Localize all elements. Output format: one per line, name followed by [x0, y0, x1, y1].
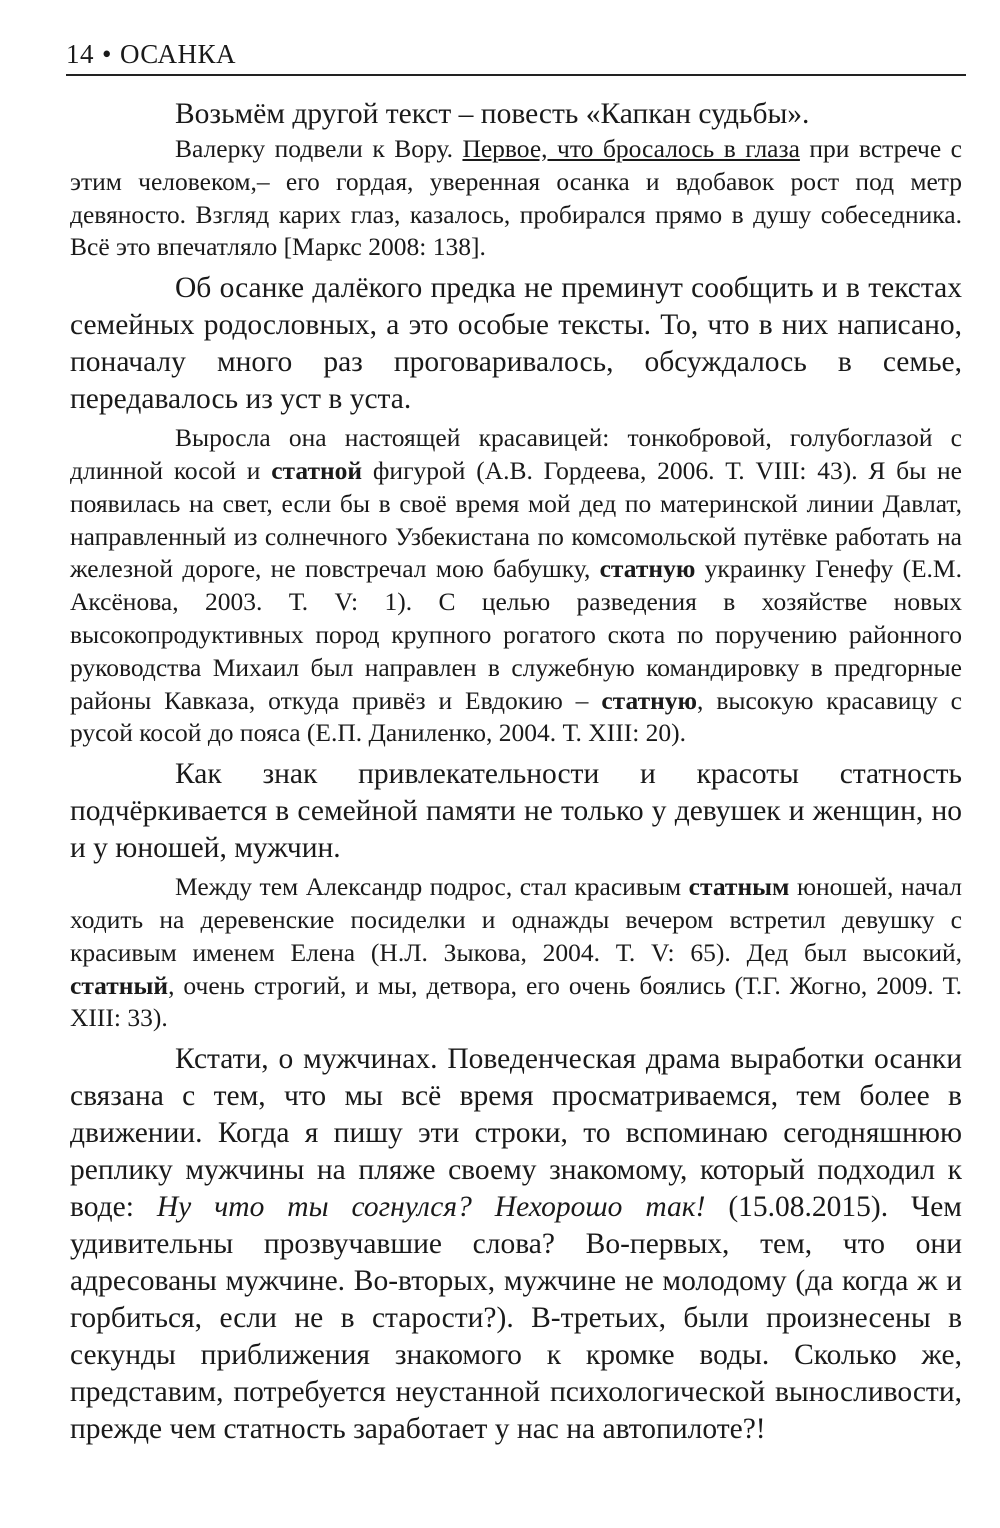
page-body: [70, 96, 962, 1452]
paragraph-attractiveness: Как знак привлекательности и красоты статность подчёркивается в семейной памяти не только у девушек и женщин, но и у юношей, мужчин.: [70, 758, 962, 865]
bullet-separator: •: [102, 39, 112, 69]
body-text: (15.08.2015). Чем удивительны прозвучавшие слова? Во-первых, тем, что они адресованы мужчине. Во-вторых, мужчине не молодому (да когда ж и горбиться, если не в старости?). В-третьих, были произнесены в секунды приближения знакомого к кромке воды. Сколько же, представим, потребуется неустанной психологической выносливости, прежде чем статность заработает у нас на автопилоте?!: [70, 1191, 962, 1446]
bold-term: статную: [599, 554, 696, 584]
quote-text: Выросла она настоящей красавицей: тонкобровой, голубоглазой с длинной косой и: [70, 423, 962, 485]
bold-term: статную: [601, 685, 698, 715]
running-header: [66, 34, 966, 76]
italic-quote: Ну что ты согнулся? Нехорошо так!: [156, 1191, 706, 1224]
quote-kapkan-sudby: [70, 133, 962, 264]
quote-statnaya-examples: [70, 422, 962, 750]
bold-term: статной: [271, 455, 363, 485]
quote-text: украинку Генефу (Е.М. Аксёнова, 2003. Т. V: 1). С целью разведения в хозяйстве новых высокопродуктивных пород крупного рогатого скота по поручению районного руководства Михаил был направлен в служебную командировку в предгорные районы Кавказа, откуда привёз и Евдокию –: [70, 554, 962, 715]
running-title: ОСАНКА: [119, 39, 236, 69]
quote-statny-examples: [70, 871, 962, 1035]
body-text: Кстати, о мужчинах. Поведенческая драма выработки осанки связана с тем, что мы всё время просматриваемся, тем более в движении. Когда я пишу эти строки, то вспоминаю сегодняшнюю реплику мужчины на пляже своему знакомому, который подходил к воде:: [70, 1043, 962, 1224]
paragraph-family-genealogy: Об осанке далёкого предка не преминут сообщить и в текстах семейных родословных, а это особые тексты. То, что в них написано, поначалу много раз проговаривалось, обсуждалось в семье, передавалось из уст в уста.: [70, 272, 962, 416]
quote-text: Валерку подвели к Вору.: [175, 134, 463, 163]
quote-text: , очень строгий, и мы, детвора, его очень боялись (Т.Г. Жогно, 2009. Т. XIII: 33).: [70, 970, 962, 1033]
quote-text: , высокую красавицу с русой косой до пояса (Е.П. Даниленко, 2004. Т. XIII: 20).: [70, 685, 962, 748]
quote-text: при встрече с этим человеком,– его гордая, уверенная осанка и вдобавок рост под метр девяносто. Взгляд карих глаз, казалось, пробирался прямо в душу собеседника. Всё это впечатляло [Маркс 2008: 138].: [70, 134, 962, 262]
bold-term: статным: [688, 872, 790, 902]
paragraph-about-men: [70, 1041, 962, 1448]
paragraph-intro: Возьмём другой текст – повесть «Капкан судьбы».: [175, 98, 810, 130]
bold-term: статный: [70, 970, 169, 1000]
quote-text: Между тем Александр подрос, стал красивым: [175, 872, 689, 902]
underlined-phrase: Первое, что бросалось в глаза: [462, 134, 800, 163]
page-number: 14: [66, 39, 94, 69]
quote-text: фигурой (А.В. Гордеева, 2006. Т. VIII: 43). Я бы не появилась на свет, если бы в своё время мой дед по материнской линии Давлат, направленный из солнечного Узбекистана по комсомольской путёвке работать на железной дороге, не повстречал мою бабушку,: [70, 455, 962, 584]
quote-text: юношей, начал ходить на деревенские посиделки и однажды вечером встретил девушку с красивым именем Елена (Н.Л. Зыкова, 2004. Т. V: 65). Дед был высокий,: [70, 872, 962, 967]
